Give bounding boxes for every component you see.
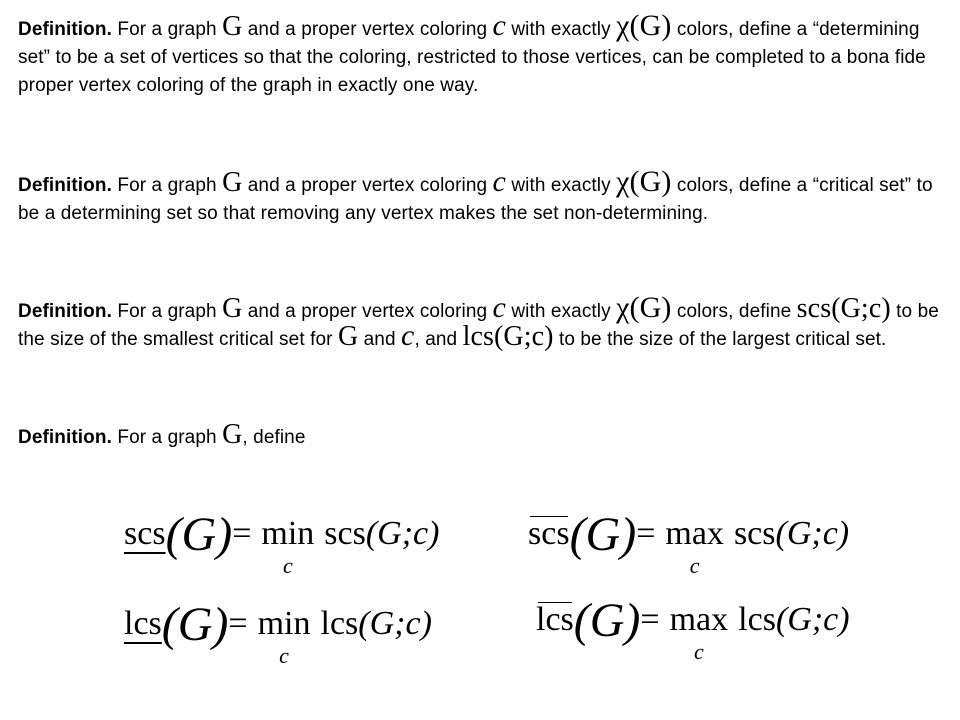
formula-scs-lower bbox=[124, 508, 440, 578]
paragraph bbox=[18, 419, 943, 452]
math-G: G bbox=[222, 293, 243, 324]
equals-sign: = bbox=[228, 605, 248, 642]
math-c: c bbox=[492, 291, 506, 324]
math-G: G bbox=[222, 167, 243, 198]
operator-max bbox=[669, 600, 729, 664]
rhs-argument: (G;c) bbox=[775, 515, 850, 552]
operator-subscript: c bbox=[282, 553, 293, 578]
text: and a proper vertex coloring bbox=[242, 19, 493, 40]
function-scs-lower: scs bbox=[124, 515, 166, 552]
text: to be the size of the largest critical set. bbox=[553, 329, 887, 350]
text: to be the size of the smallest critical set for bbox=[18, 301, 939, 350]
math-G: G bbox=[222, 419, 243, 450]
text: For a graph bbox=[111, 427, 223, 448]
definition-label: Definition. bbox=[18, 301, 112, 322]
equals-sign: = bbox=[232, 515, 252, 552]
math-c: c bbox=[492, 9, 506, 42]
definition-critical-set bbox=[18, 165, 943, 228]
paragraph bbox=[18, 291, 943, 354]
operator-min bbox=[257, 604, 311, 668]
text: , define bbox=[242, 427, 306, 448]
operator-subscript: c bbox=[279, 643, 289, 668]
text: , and bbox=[414, 329, 463, 350]
paragraph bbox=[18, 165, 943, 228]
text: colors, define a “determining set” to be a set of vertices so that the coloring, restricted to those vertices, can be completed to a bona fide proper vertex coloring of the graph in exactly one way. bbox=[18, 19, 926, 96]
function-lcs-upper: lcs bbox=[536, 601, 574, 638]
function-scs-upper: scs bbox=[528, 515, 570, 552]
equals-sign: = bbox=[636, 515, 656, 552]
definition-graph-parameters bbox=[18, 419, 943, 452]
math-scs: scs(G;c) bbox=[796, 293, 891, 324]
math-G: G bbox=[337, 321, 359, 352]
operator-subscript: c bbox=[693, 639, 704, 664]
rhs-argument: (G;c) bbox=[365, 515, 440, 552]
operator-label: max bbox=[665, 515, 724, 552]
argument: (G) bbox=[573, 594, 641, 647]
math-chromatic-number: χ(G) bbox=[616, 165, 672, 198]
formula-lcs-upper bbox=[536, 594, 850, 664]
text: with exactly bbox=[505, 175, 617, 196]
definition-scs-lcs bbox=[18, 291, 943, 354]
text: For a graph bbox=[111, 175, 223, 196]
function-lcs-lower: lcs bbox=[124, 605, 162, 642]
operator-min bbox=[261, 514, 315, 578]
argument: (G) bbox=[165, 508, 233, 561]
rhs-argument: (G;c) bbox=[775, 601, 850, 638]
equals-sign: = bbox=[640, 601, 660, 638]
operator-subscript: c bbox=[689, 553, 700, 578]
formula-lcs-lower bbox=[124, 598, 432, 668]
operator-label: min bbox=[261, 515, 315, 552]
rhs-function: scs bbox=[324, 515, 366, 552]
text: For a graph bbox=[111, 19, 223, 40]
text: and a proper vertex coloring bbox=[242, 301, 493, 322]
math-G: G bbox=[222, 11, 243, 42]
definition-label: Definition. bbox=[18, 175, 112, 196]
text: with exactly bbox=[505, 19, 617, 40]
operator-label: min bbox=[257, 605, 311, 642]
argument: (G) bbox=[569, 508, 637, 561]
definition-label: Definition. bbox=[18, 427, 112, 448]
math-c: c bbox=[492, 165, 506, 198]
math-chromatic-number: χ(G) bbox=[616, 291, 672, 324]
definition-determining-set bbox=[18, 9, 943, 100]
operator-max bbox=[665, 514, 724, 578]
argument: (G) bbox=[161, 598, 229, 651]
text: colors, define bbox=[671, 301, 797, 322]
rhs-function: lcs bbox=[320, 605, 359, 642]
rhs-argument: (G;c) bbox=[358, 605, 432, 642]
rhs-function: lcs bbox=[738, 601, 776, 638]
text: with exactly bbox=[505, 301, 617, 322]
math-lcs: lcs(G;c) bbox=[462, 321, 554, 352]
rhs-function: scs bbox=[733, 515, 776, 552]
definition-label: Definition. bbox=[18, 19, 112, 40]
text: For a graph bbox=[111, 301, 223, 322]
operator-label: max bbox=[669, 601, 729, 638]
math-chromatic-number: χ(G) bbox=[616, 9, 672, 42]
paragraph bbox=[18, 9, 943, 100]
math-c: c bbox=[401, 319, 415, 352]
text: and a proper vertex coloring bbox=[242, 175, 493, 196]
text: colors, define a “critical set” to be a determining set so that removing any vertex makes the set non-determining. bbox=[18, 175, 933, 224]
text: and bbox=[358, 329, 402, 350]
formula-scs-upper bbox=[528, 508, 850, 578]
